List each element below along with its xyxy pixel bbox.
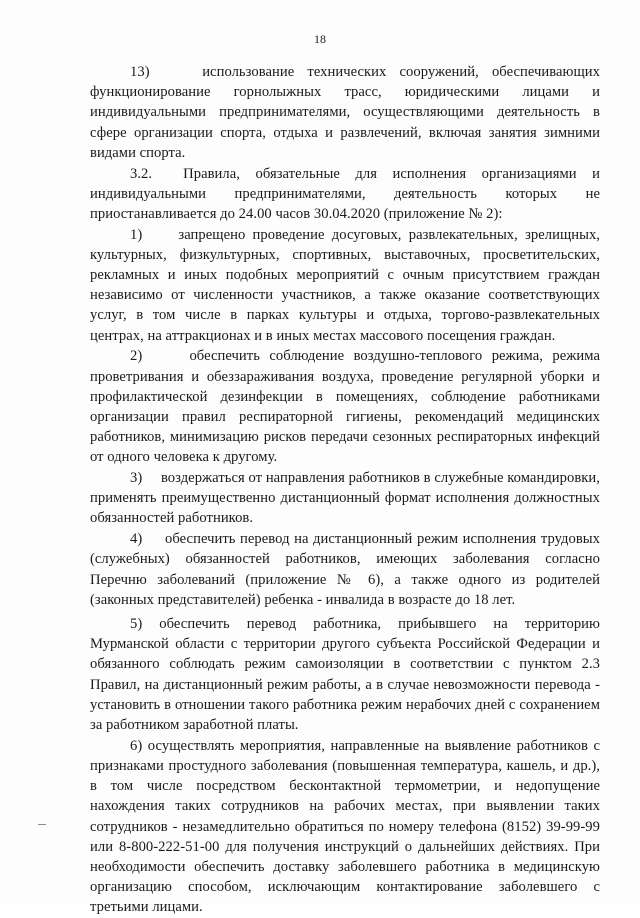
margin-mark	[38, 824, 46, 825]
paragraph-rule-2: 2) обеспечить соблюдение воздушно-теплового режима, режима проветривания и обеззараживания воздуха, проведение регулярной уборки и профилактической дезинфекции в помещениях, соблюдение работниками организации правил респираторной гигиены, рекомендаций медицинских работников, минимизацию рисков передачи сезонных респираторных инфекций от одного человека к другому.	[90, 348, 600, 466]
paragraph-section-3-2: 3.2. Правила, обязательные для исполнения организациями и индивидуальными предпринимателями, деятельность которых не приостанавливается до 24.00 часов 30.04.2020 (приложение № 2):	[90, 165, 600, 222]
document-body	[90, 62, 600, 918]
paragraph-rule-4: 4) обеспечить перевод на дистанционный режим исполнения трудовых (служебных) обязанностей работников, имеющих заболевания согласно Перечню заболеваний (приложение № 6), а также одного из родителей (законных представителей) ребенка - инвалида в возрасте до 18 лет.	[90, 531, 600, 608]
page-number: 18	[314, 32, 326, 46]
paragraph-item-13: 13) использование технических сооружений, обеспечивающих функционирование горнолыжных трасс, юридическими лицами и индивидуальными предпринимателями, осуществляющими деятельность в сфере организации спорта, отдыха и развлечений, включая занятия зимними видами спорта.	[90, 64, 600, 161]
paragraph-rule-1: 1) запрещено проведение досуговых, развлекательных, зрелищных, культурных, физкультурных, спортивных, выставочных, просветительских, рекламных и иных подобных мероприятий с очным присутствием граждан независимо от численности участников, а также оказание соответствующих услуг, в том числе в парках культуры и отдыха, торгово-развлекательных центрах, на аттракционах и в иных местах массового посещения граждан.	[90, 226, 600, 344]
paragraph-rule-6: 6) осуществлять мероприятия, направленные на выявление работников с признаками простудного заболевания (повышенная температура, кашель, и др.), в том числе посредством бесконтактной термометрии, и недопущение нахождения таких сотрудников на рабочих местах, при выявлении таких сотрудников - незамедлительно обратиться по номеру телефона (8152) 39-99-99 или 8-800-222-51-00 для получения инструкций о дальнейших действиях. При необходимости обеспечить доставку заболевшего работника в медицинскую организацию способом, исключающим контактирование заболевшего с третьими лицами.	[90, 737, 600, 916]
paragraph-rule-3: 3) воздержаться от направления работников в служебные командировки, применять преимущественно дистанционный формат исполнения должностных обязанностей работников.	[90, 470, 600, 527]
paragraph-rule-5: 5) обеспечить перевод работника, прибывшего на территорию Мурманской области с территории другого субъекта Российской Федерации и обязанного соблюдать режим самоизоляции в соответствии с пунктом 2.3 Правил, на дистанционный режим работы, а в случае невозможности перевода - установить в отношении такого работника режим нерабочих дней с сохранением за работником заработной платы.	[90, 615, 600, 733]
